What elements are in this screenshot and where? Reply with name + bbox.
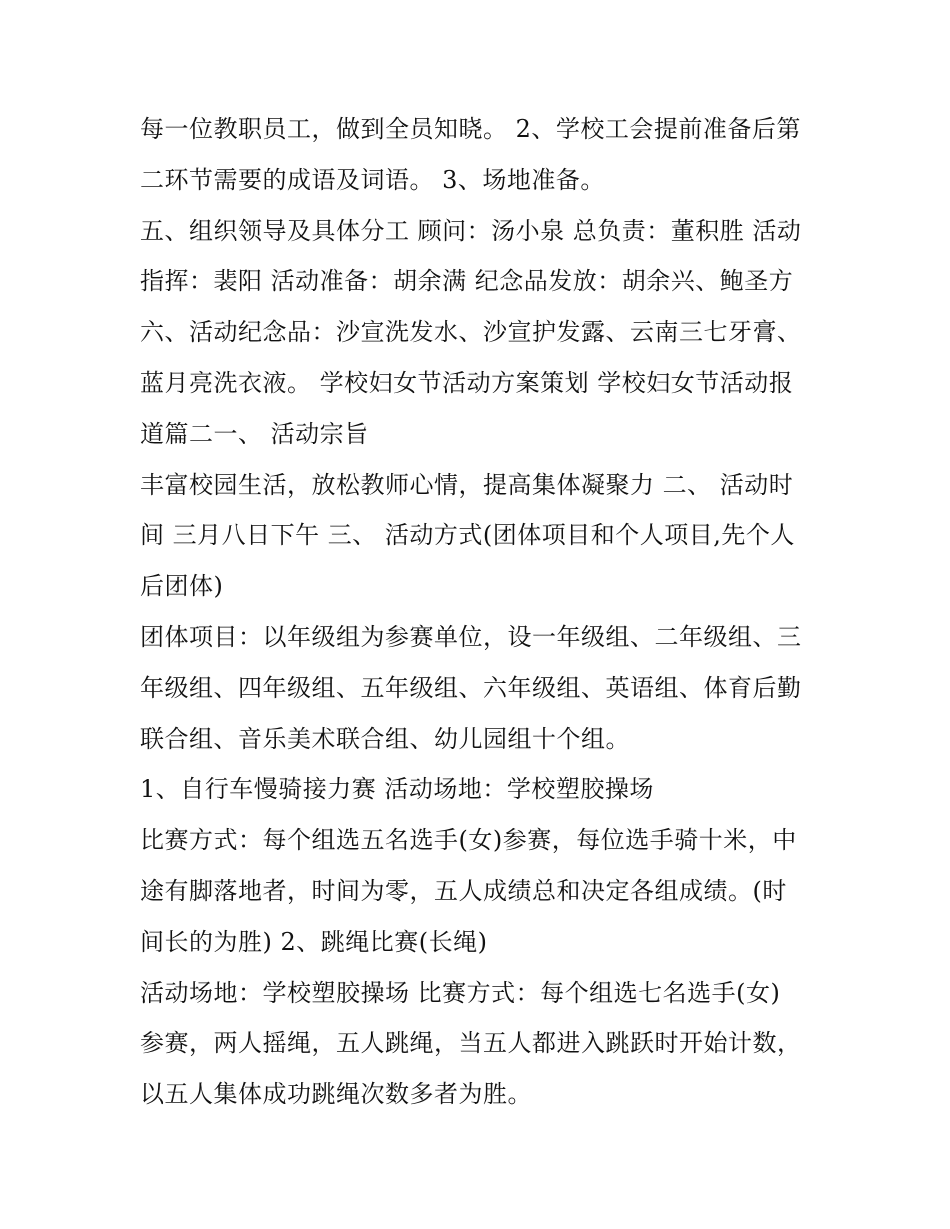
text-line: 间长的为胜) 2、跳绳比赛(长绳) [140,927,488,956]
text-line: 途有脚落地者，时间为零，五人成绩总和决定各组成绩。(时 [140,876,787,905]
paragraph-team-events [140,612,820,764]
text-line: 后团体) [140,572,224,601]
text-line: 联合组、音乐美术联合组、幼儿园组十个组。 [140,724,630,753]
paragraph-organization [140,206,820,460]
text-line: 道篇二一、 活动宗旨 [140,419,369,448]
text-line: 指挥：裴阳 活动准备：胡余满 纪念品发放：胡余兴、鲍圣方 [140,267,794,296]
text-line: 以五人集体成功跳绳次数多者为胜。 [140,1080,532,1109]
text-line: 蓝月亮洗衣液。 学校妇女节活动方案策划 学校妇女节活动报 [140,368,794,397]
text-line: 比赛方式：每个组选五名选手(女)参赛，每位选手骑十米，中 [140,826,797,855]
paragraph-purpose-time [140,460,820,612]
paragraph-bike-rules [140,815,820,967]
document-body [140,104,820,1120]
text-line: 六、活动纪念品：沙宣洗发水、沙宣护发露、云南三七牙膏、 [140,318,802,347]
text-line: 参赛，两人摇绳，五人跳绳，当五人都进入跳跃时开始计数， [140,1029,802,1058]
text-line: 1、自行车慢骑接力赛 活动场地：学校塑胶操场 [140,775,654,804]
paragraph-rope-rules [140,968,820,1120]
text-line: 二环节需要的成语及词语。 3、场地准备。 [140,165,605,194]
text-line: 五、组织领导及具体分工 顾问：汤小泉 总负责：董积胜 活动 [140,216,802,245]
paragraph-bike-relay [140,764,820,815]
paragraph-preparation [140,104,820,206]
text-line: 团体项目：以年级组为参赛单位，设一年级组、二年级组、三 [140,622,802,651]
text-line: 间 三月八日下午 三、 活动方式(团体项目和个人项目,先个人 [140,521,795,550]
text-line: 活动场地：学校塑胶操场 比赛方式：每个组选七名选手(女) [140,978,781,1007]
text-line: 每一位教职员工，做到全员知晓。 2、学校工会提前准备后第 [140,115,801,143]
text-line: 年级组、四年级组、五年级组、六年级组、英语组、体育后勤 [140,673,802,702]
text-line: 丰富校园生活，放松教师心情，提高集体凝聚力 二、 活动时 [140,470,794,499]
